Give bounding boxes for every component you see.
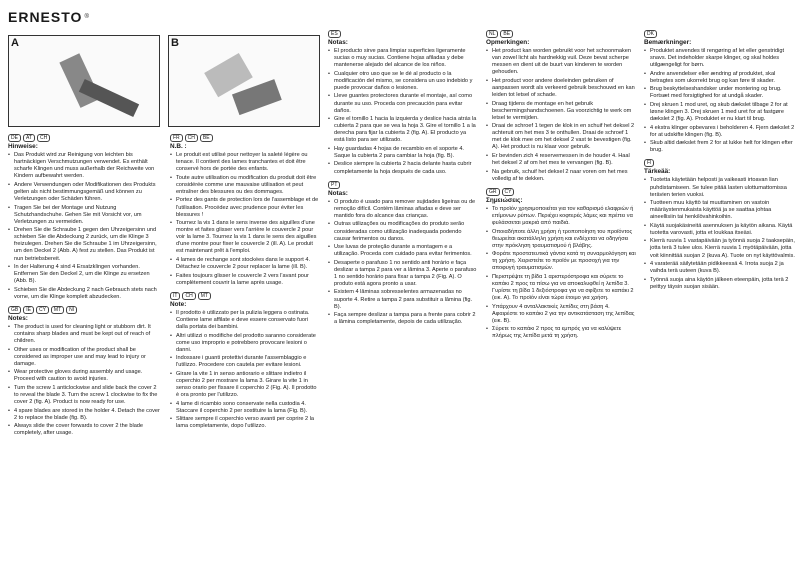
notes-list xyxy=(644,177,796,290)
list-item: • Tuotteen muu käyttö tai muuttaminen on vastoin määräystenmukaista käyttöä ja se saattaa johtaa aineellisiin tai henkilövahinkoihin. xyxy=(644,200,796,221)
list-item: • Le produit est utilisé pour nettoyer la saleté légère ou tenace. Il contient des lames tranchantes et doit être conservé hors de portée des enfants. xyxy=(170,152,320,173)
country-tag: FR xyxy=(170,134,183,142)
list-item: • 4 varaterää säilytetään pidikkeessä 4. Irrota suoja 2 ja vaihda terä uuteen (kuva B). xyxy=(644,261,796,275)
notes-list xyxy=(328,48,478,176)
list-item: • Portez des gants de protection lors de l'assemblage et de l'utilisation. Procédez avec prudence pour éviter les blessures ! xyxy=(170,197,320,218)
notes-list xyxy=(8,324,160,437)
notes-list xyxy=(486,48,636,183)
list-item: • Desaperte o parafuso 1 no sentido anti horário e faça deslizar a tampa 2 para ver a lâmina 3. Aperte o parafuso 1 no sentido horário para fixar a tampa 2 (Fig. A). O produto está agora pronto a usar. xyxy=(328,260,478,288)
list-item: • Cualquier otro uso que se le dé al producto o la modificación del mismo, se considera un uso indebido y puede provocar daños o lesiones. xyxy=(328,71,478,92)
list-item: • Produktet anvendes til rengøring af let eller genstridigt snavs. Det indeholder skarpe klinger, og skal holdes utilgængeligt for børn. xyxy=(644,48,796,69)
list-item: • 4 lame di ricambio sono conservate nella custodia 4. Staccare il coperchio 2 per sostituire la lama (Fig. B). xyxy=(170,401,320,415)
notes-list xyxy=(328,199,478,327)
section-heading: Σημειώσεις: xyxy=(486,196,523,204)
country-tag: CH xyxy=(182,292,195,300)
figure-b xyxy=(168,35,320,127)
list-item: • Skub altid dækslet frem 2 for at lukke helt for klingen efter brug. xyxy=(644,140,796,154)
country-tags xyxy=(328,30,478,38)
list-item: • Toute autre utilisation ou modification du produit doit être considérée comme une mauvaise utilisation et peut entraîner des blessures ou des dommages. xyxy=(170,175,320,196)
notes-list xyxy=(8,152,160,301)
list-item: • Tuotetta käytetään helposti ja vaikeasti irtoavan lian puhdistamiseen. Se tulee pitää lasten ulottumattomissa terävien terien vuoksi. xyxy=(644,177,796,198)
country-tag: CY xyxy=(502,188,515,196)
country-tag: CH xyxy=(185,134,198,142)
country-tag: NL xyxy=(486,30,498,38)
list-item: • Lleve guantes protectores durante el montaje, así como durante su uso. Proceda con precaución para evitar daños. xyxy=(328,93,478,114)
list-item: • Οποιαδήποτε άλλη χρήση ή τροποποίηση του προϊόντος θεωρείται ακατάλληλη χρήση και ενδέχεται να οδηγήσει στην πρόκληση τραυματισμού ή βλάβης. xyxy=(486,229,636,250)
country-tags xyxy=(8,306,160,314)
section-fr xyxy=(170,134,320,287)
section-gb xyxy=(8,306,160,437)
country-tag: DE xyxy=(8,134,21,142)
country-tag: MT xyxy=(198,292,211,300)
list-item: • In der Halterung 4 sind 4 Ersatzklingen vorhanden. Entfernen Sie den Deckel 2, um die Klinge zu ersetzen (Abb. B). xyxy=(8,264,160,285)
country-tag: FI xyxy=(644,159,654,167)
list-item: • Tournez la vis 1 dans le sens inverse des aiguilles d'une montre et faites glisser vers l'arrière le couvercle 2 pour voir la lame 3. Tournez la vis 1 dans le sens des aiguilles d'une montre pour fixer le couvercle 2 (ill. A). Le produit est maintenant prêt à l'emploi. xyxy=(170,220,320,255)
country-tags xyxy=(644,30,796,38)
list-item: • Always slide the cover forwards to cover 2 the blade completely, after usage. xyxy=(8,423,160,437)
country-tag: IE xyxy=(23,306,34,314)
section-heading: Notes: xyxy=(8,314,28,322)
figure-b-label: B xyxy=(171,37,179,49)
list-item: • Φοράτε προστατευτικά γάντια κατά τη συναρμολόγηση και τη χρήση. Χειριστείτε το προϊόν με προσοχή για την αποφυγή τραυματισμών. xyxy=(486,251,636,272)
column-3 xyxy=(328,28,478,331)
section-pt xyxy=(328,181,478,327)
brand-logo xyxy=(8,8,89,26)
list-item: • Faites toujours glisser le couvercle 2 vers l'avant pour complètement couvrir la lame après usage. xyxy=(170,273,320,287)
country-tag: BE xyxy=(500,30,513,38)
list-item: • Περιστρέψτε τη βίδα 1 αριστερόστροφα και σύρετε το καπάκι 2 προς τα πίσω για να αποκαλυφθεί η λεπίδα 3. Γυρίστε τη βίδα 1 δεξιόστροφα για να σφίξετε το καπάκι 2 (εικ. A). Το προϊόν είναι τώρα έτοιμο για χρήση. xyxy=(486,274,636,302)
list-item: • Na gebruik, schuif het deksel 2 naar voren om het mes volledig af te dekken. xyxy=(486,169,636,183)
list-item: • Gire el tornillo 1 hacia la izquierda y deslice hacia atrás la cubierta 2 para que se vea la hoja 3. Gire el tornillo 1 a la derecha para fijar la cubierta 2 (fig. A). El producto ya está listo para ser utilizado. xyxy=(328,116,478,144)
country-tags xyxy=(486,30,636,38)
figure-a xyxy=(8,35,160,127)
list-item: • Draag tijdens de montage en het gebruik beschermingshandschoenen. Ga voorzichtig te werk om letsel te vermijden. xyxy=(486,101,636,122)
section-heading: Note: xyxy=(170,300,187,308)
list-item: • Hay guardadas 4 hojas de recambio en el soporte 4. Saque la cubierta 2 para cambiar la hoja (fig. B). xyxy=(328,146,478,160)
list-item: • Brug beskyttelseshandsker under montering og brug. Fortsæt med forsigtighed for at undgå skader. xyxy=(644,86,796,100)
figure-a-label: A xyxy=(11,37,19,49)
list-item: • Schieben Sie die Abdeckung 2 nach Gebrauch stets nach vorne, um die Klinge komplett abzudecken. xyxy=(8,287,160,301)
list-item: • Käytä suojakäsineitä asennuksen ja käytön aikana. Käytä tuotetta varovasti, jotta et loukkaa itseäsi. xyxy=(644,223,796,237)
section-gr xyxy=(486,188,636,341)
country-tags xyxy=(644,159,796,167)
section-heading: Notas: xyxy=(328,39,348,46)
list-item: • The product is used for cleaning light or stubborn dirt. It contains sharp blades and must be kept out of reach of children. xyxy=(8,324,160,345)
country-tag: GB xyxy=(8,306,21,314)
country-tag: BE xyxy=(200,134,213,142)
list-item: • Other uses or modification of the product shall be considered as improper use and may lead to injury or damage. xyxy=(8,347,160,368)
list-item: • Drehen Sie die Schraube 1 gegen den Uhrzeigersinn und schieben Sie die Abdeckung 2 zurück, um die Klinge 3 freizulegen. Drehen Sie die Schraube 1 im Uhrzeigersinn, um den Deckel 2 (Abb. A) fest zu stellen. Das Produkt ist nun betriebsbereit. xyxy=(8,227,160,262)
country-tag: CY xyxy=(36,306,49,314)
country-tag: AT xyxy=(23,134,35,142)
registered-mark: ® xyxy=(84,14,89,20)
list-item: • Σύρετε το καπάκι 2 προς τα εμπρός για να καλύψετε πλήρως της λεπίδα μετά τη χρήση. xyxy=(486,326,636,340)
section-heading: N.B. : xyxy=(170,143,187,150)
section-heading: Hinweise: xyxy=(8,143,38,150)
list-item: • 4 spare blades are stored in the holder 4. Detach the cover 2 to replace the blade (fig. B). xyxy=(8,408,160,422)
list-item: • Το προϊόν χρησιμοποιείται για τον καθαρισμό ελαφριών ή επίμονων ρύπων. Περιέχει κοφτερές λάμες και πρέπει να φυλάσσεται μακριά από παιδιά. xyxy=(486,206,636,227)
section-heading: Notas: xyxy=(328,189,348,197)
country-tag: MT xyxy=(51,306,64,314)
list-item: • Outras utilizações ou modificações do produto serão consideradas como utilização inadequada podendo causar ferimentos ou danos. xyxy=(328,221,478,242)
list-item: • O produto é usado para remover sujidades ligeiras ou de remoção difícil. Contém lâminas afiadas e deve ser mantido fora do alcance das crianças. xyxy=(328,199,478,220)
list-item: • Kierrä ruuvia 1 vastapäivään ja työnnä suoja 2 taaksepäin, jotta terä 3 tulee ulos. Kierrä ruuvia 1 myötäpäivään, jotta voit kiinnittää suojan 2 (kuva A). Tuote on nyt käyttövalmis. xyxy=(644,238,796,259)
list-item: • Työnnä suoja aina käytön jälkeen eteenpäin, jotta terä 2 peittyy täysin suojan sisään. xyxy=(644,277,796,291)
section-dk xyxy=(644,30,796,154)
notes-list xyxy=(644,48,796,154)
section-es xyxy=(328,30,478,176)
country-tag: ES xyxy=(328,30,341,38)
list-item: • Andre anvendelser eller ændring af produktet, skal betragtes som ukorrekt brug og kan føre til skader. xyxy=(644,71,796,85)
list-item: • Wear protective gloves during assembly and usage. Proceed with caution to avoid injuries. xyxy=(8,369,160,383)
list-item: • Υπάρχουν 4 ανταλλακτικές λεπίδες στη βάση 4. Αφαιρέστε το καπάκι 2 για την αντικατάσταση της λεπίδας (εικ. B). xyxy=(486,304,636,325)
list-item: • Altri utilizzi o modifiche del prodotto saranno considerate come uso improprio e potrebbero provocare lesioni o danni. xyxy=(170,333,320,354)
section-it xyxy=(170,292,320,431)
column-4 xyxy=(486,28,636,345)
country-tags xyxy=(8,134,160,142)
country-tag: IT xyxy=(170,292,180,300)
list-item: • Het product voor andere doeleinden gebruiken of aanpassen wordt als verkeerd gebruik beschouwd en kan leiden tot letsel of schade. xyxy=(486,78,636,99)
section-heading: Tärkeää: xyxy=(644,168,671,176)
column-5 xyxy=(644,28,796,296)
section-de xyxy=(8,134,160,301)
list-item: • Er bevinden zich 4 reservemessen in de houder 4. Haal het deksel 2 af om het mes te vervangen (fig. B). xyxy=(486,153,636,167)
list-item: • El producto sirve para limpiar superficies ligeramente sucias o muy sucias. Contiene hojas afiladas y debe mantenerse alejado del alcance de los niños. xyxy=(328,48,478,69)
list-item: • 4 lames de rechange sont stockées dans le support 4. Détachez le couvercle 2 pour replacer la lame (ill. B). xyxy=(170,257,320,271)
list-item: • Girare la vite 1 in senso antiorario e slittare indietro il coperchio 2 per mostrare la lama 3. Girare la vite 1 in senso orario per fissare il coperchio 2 (Fig. A). Il prodotto è ora pronto per l'utilizzo. xyxy=(170,371,320,399)
list-item: • Het product kan worden gebruikt voor het schoonmaken van zowel licht als hardnekkig vuil. Deze bevat scherpe messen en dient uit de buurt van kinderen te worden gehouden. xyxy=(486,48,636,76)
country-tag: PT xyxy=(328,181,340,189)
country-tags xyxy=(328,181,478,189)
notes-list xyxy=(486,206,636,341)
section-heading: Opmerkingen: xyxy=(486,39,530,46)
list-item: • Das Produkt wird zur Reinigung von leichten bis hartnäckigen Verschmutzungen verwendet. Es enthält scharfe Klingen und muss außerhalb der Reichweite von Kindern aufbewahrt werden. xyxy=(8,152,160,180)
country-tag: NI xyxy=(66,306,77,314)
column-1 xyxy=(8,132,160,442)
notes-list xyxy=(170,152,320,287)
country-tag: CH xyxy=(37,134,50,142)
section-heading: Bemærkninger: xyxy=(644,39,692,46)
blade-holder-illustration xyxy=(169,36,319,126)
list-item: • 4 ekstra klinger opbevares i beholderen 4. Fjern dækslet 2 for at udskifte klingen (fig. B). xyxy=(644,125,796,139)
list-item: • Drej skruen 1 mod uret, og skub dækslet tilbage 2 for at løsne klingen 3. Drej skruen 1 med uret for at fastgøre dækslet 2 (fig. A). Produktet er nu klart til brug. xyxy=(644,102,796,123)
section-fi xyxy=(644,159,796,290)
list-item: • Deslice siempre la cubierta 2 hacia delante hasta cubrir completamente la hoja después de cada uso. xyxy=(328,161,478,175)
scraper-illustration xyxy=(9,36,159,126)
country-tags xyxy=(170,134,320,142)
list-item: • Indossare i guanti protettivi durante l'assemblaggio e l'utilizzo. Procedere con cautela per evitare lesioni. xyxy=(170,355,320,369)
column-2 xyxy=(170,132,320,435)
country-tags xyxy=(170,292,320,300)
list-item: • Draai de schroef 1 tegen de klok in en schuif het deksel 2 achteruit om het mes 3 te onthullen. Draai de schroef 1 met de klok mee om het deksel 2 vast te bevestigen (fig. A). Het product is nu klaar voor gebruik. xyxy=(486,123,636,151)
section-nl xyxy=(486,30,636,183)
country-tag: DK xyxy=(644,30,657,38)
list-item: • Tragen Sie bei der Montage und Nutzung Schutzhandschuhe. Gehen Sie mit Vorsicht vor, um Verletzungen zu vermeiden. xyxy=(8,205,160,226)
list-item: • Turn the screw 1 anticlockwise and slide back the cover 2 to reveal the blade 3. Turn the screw 1 clockwise to fix the cover 2 (fig. A). Product is now ready for use. xyxy=(8,385,160,406)
list-item: • Use luvas de proteção durante a montagem e a utilização. Proceda com cuidado para evitar ferimentos. xyxy=(328,244,478,258)
list-item: • Slittare sempre il coperchio verso avanti per coprire 2 la lama completamente, dopo l'utilizzo. xyxy=(170,416,320,430)
country-tag: GR xyxy=(486,188,500,196)
country-tags xyxy=(486,188,636,196)
list-item: • Existem 4 lâminas sobresselentes armazenadas no suporte 4. Retire a tampa 2 para substituir a lâmina (fig. B). xyxy=(328,289,478,310)
list-item: • Andere Verwendungen oder Modifikationen des Produkts gelten als nicht bestimmungsgemäß und können zu Verletzungen oder Schäden führen. xyxy=(8,182,160,203)
list-item: • Il prodotto è utilizzato per la pulizia leggera o ostinata. Contiene lame affilate e deve essere conservato fuori dalla portata dei bambini. xyxy=(170,310,320,331)
list-item: • Faça sempre deslizar a tampa para a frente para cobrir 2 a lâmina completamente, depois de cada utilização. xyxy=(328,312,478,326)
notes-list xyxy=(170,310,320,430)
brand-name: ERNESTO xyxy=(8,9,83,25)
